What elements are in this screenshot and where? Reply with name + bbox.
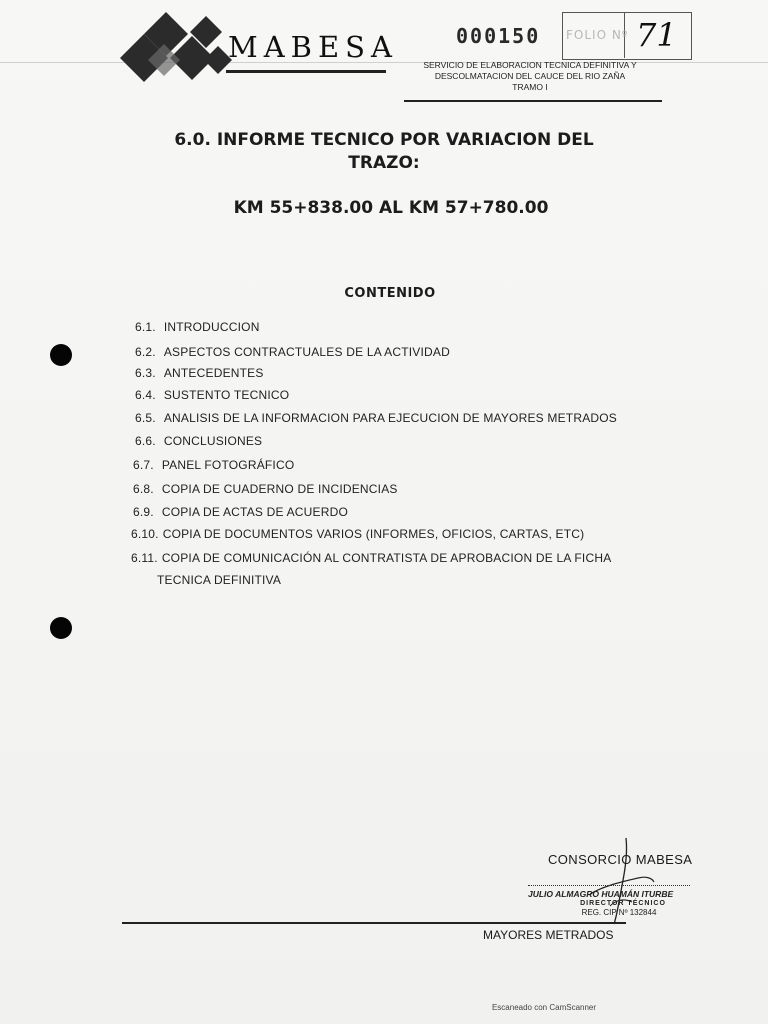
signatory-role: DIRECTOR TÉCNICO [580,900,666,907]
folio-number: 71 [636,16,677,54]
folio-label: FOLIO Nº [566,28,629,42]
toc-item-number: 6.5. [135,411,156,425]
toc-item-number: 6.9. [133,505,154,519]
toc-item-number: 6.1. [135,320,156,334]
toc-item [131,551,611,565]
toc-item [133,505,348,519]
footer-rule [122,922,626,924]
toc-item [135,411,617,425]
toc-item-label: ASPECTOS CONTRACTUALES DE LA ACTIVIDAD [163,345,450,359]
toc-item-number: 6.2. [135,345,156,359]
contents-heading: CONTENIDO [344,286,436,301]
toc-item-label: PANEL FOTOGRÁFICO [161,458,295,472]
toc-item-label: COPIA DE DOCUMENTOS VARIOS (INFORMES, OFICIOS, CARTAS, ETC) [162,527,585,541]
toc-item-number: 6.11. [131,551,158,565]
toc-item [135,320,260,334]
signatory-registration: REG. CIP Nº 132844 [581,908,657,917]
toc-item-number: 6.3. [135,366,156,380]
punch-hole [50,344,72,366]
toc-item [135,366,264,380]
toc-item-label: SUSTENTO TECNICO [163,388,290,402]
toc-item-label: INTRODUCCION [163,320,260,334]
toc-item-continuation: TECNICA DEFINITIVA [157,573,282,587]
punch-hole [50,617,72,639]
service-underline [404,100,662,102]
toc-item-number: 6.8. [133,482,154,496]
toc-item-label: CONCLUSIONES [163,434,263,448]
report-subtitle: KM 55+838.00 AL KM 57+780.00 [233,198,549,218]
service-line-2: DESCOLMATACION DEL CAUCE DEL RIO ZAÑA [434,71,626,81]
toc-item-label: COPIA DE CUADERNO DE INCIDENCIAS [161,482,398,496]
signature-company: CONSORCIO MABESA [548,852,693,867]
toc-item-number: 6.10. [131,527,159,541]
toc-item [135,345,450,359]
toc-item [133,482,398,496]
document-number-stamp: 000150 [456,24,541,48]
toc-item-label: ANTECEDENTES [163,366,264,380]
footer-section-label: MAYORES METRADOS [483,928,614,942]
report-title-line-1: 6.0. INFORME TECNICO POR VARIACION DEL [174,130,594,150]
toc-item-number: 6.4. [135,388,156,402]
toc-item-label: ANALISIS DE LA INFORMACION PARA EJECUCION DE MAYORES METRADOS [163,411,617,425]
toc-item-number: 6.6. [135,434,156,448]
report-title-line-2: TRAZO: [348,153,420,173]
mabesa-logo-icon [118,8,233,84]
company-name: MABESA [228,30,398,64]
toc-item [135,388,289,402]
toc-item [135,434,262,448]
scanner-watermark: Escaneado con CamScanner [491,1003,597,1012]
service-line-1: SERVICIO DE ELABORACION TECNICA DEFINITIVA Y [423,60,637,70]
toc-item-number: 6.7. [133,458,154,472]
toc-item [131,527,584,541]
toc-item-label: COPIA DE ACTAS DE ACUERDO [161,505,348,519]
signature-line [528,885,690,886]
service-line-3: TRAMO I [512,82,548,92]
logo-underline [226,70,386,73]
toc-item [133,458,294,472]
toc-item-label: COPIA DE COMUNICACIÓN AL CONTRATISTA DE APROBACION DE LA FICHA [161,551,612,565]
signatory-name: JULIO ALMAGRO HUAMÁN ITURBE [528,889,674,899]
